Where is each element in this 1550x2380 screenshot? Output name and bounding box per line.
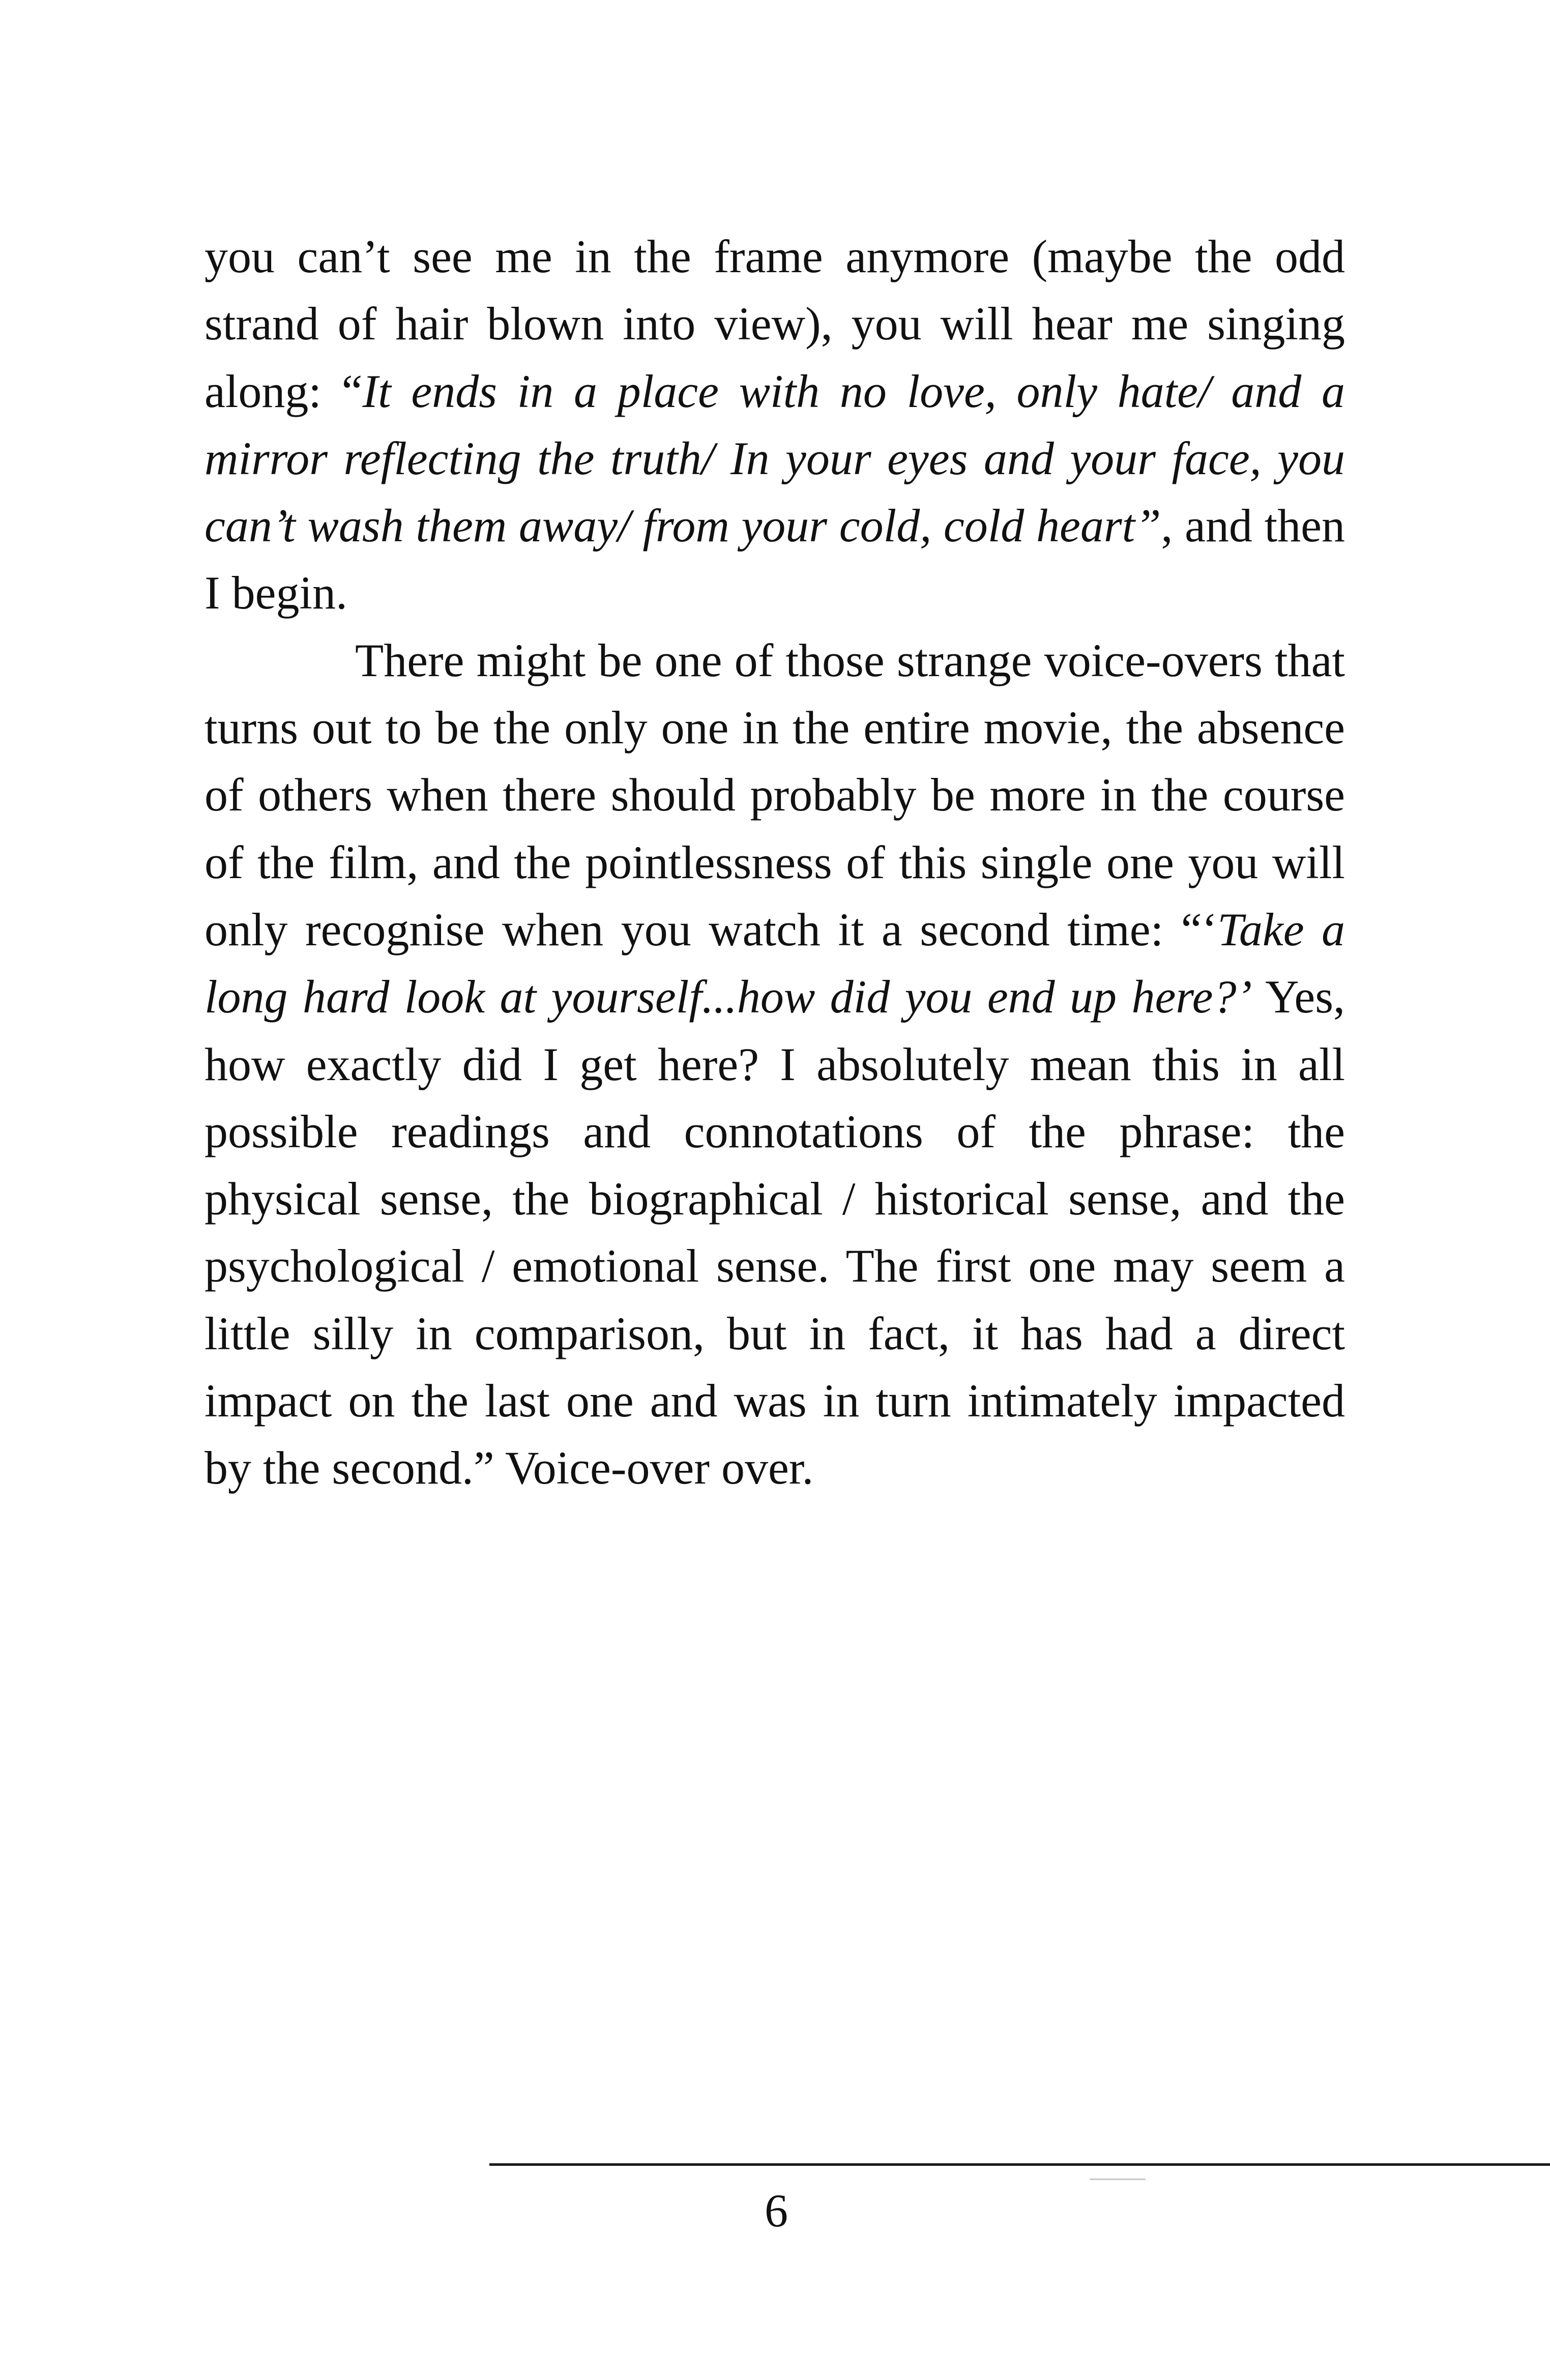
voice-over-quote: Take a long hard look at yourself...how did you end up here?’ xyxy=(204,903,1345,1023)
body-text xyxy=(204,223,1345,1502)
paragraph-1-ending: , and then I begin. xyxy=(204,500,1345,619)
paragraph-1-text: you can’t see me in the frame anymore (maybe the odd strand of hair blown into view), you will hear me singing along: “ xyxy=(204,230,1345,417)
song-lyrics-quote: It ends in a place with no love, only hate/ and a mirror reflecting the truth/ In your eyes and your face, you can’t wash them away/ from your cold, cold heart” xyxy=(204,365,1345,552)
paragraph-2 xyxy=(204,627,1345,1502)
footer-mark xyxy=(1090,2179,1146,2180)
paragraph-1 xyxy=(204,223,1345,627)
paragraph-2-ending: Yes, how exactly did I get here? I absolutely mean this in all possible readings and connotations of the phrase: the physical sense, the biographical / historical sense, and the psychological / emotional sense. The first one may seem a little silly in comparison, but in fact, it has had a direct impact on the last one and was in turn intimately impacted by the second.” Voice-over over. xyxy=(204,971,1346,1494)
footer-rule xyxy=(489,2163,1550,2166)
paragraph-2-text: There might be one of those strange voice-overs that turns out to be the only one in the entire movie, the absence of others when there should probably be more in the course of the film, and the pointlessness of this single one you will only recognise when you watch it a second time: “‘ xyxy=(204,634,1345,955)
page-number: 6 xyxy=(765,2185,788,2237)
